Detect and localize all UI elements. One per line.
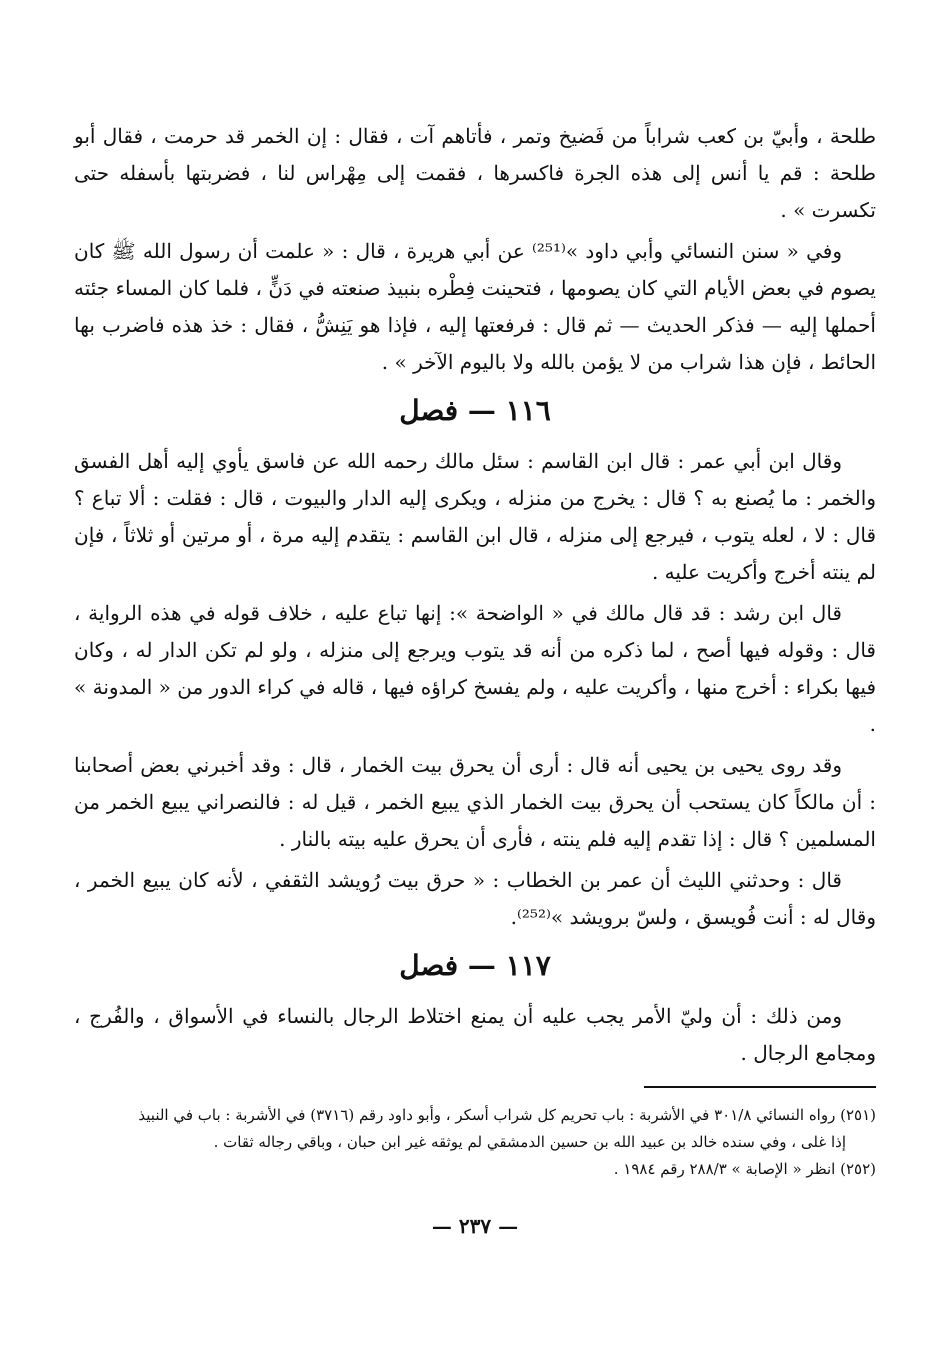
section-heading-116: ١١٦ — فصل: [399, 394, 551, 427]
footnote-divider: [644, 1086, 876, 1088]
paragraph-yahya-ibn-yahya: وقد روى يحيى بن يحيى أنه قال : أرى أن يحرق بيت الخمار ، قال : وقد أخبرني بعض أصحابنا : أن مالكاً كان يستحب أن يحرق بيت الخمار الذي يبيع الخمر ، قيل له : فالنصراني يبيع الخمر من المسلمين ؟ قال : إذا تقدم إليه فلم ينته ، فأرى أن يحرق عليه بيته بالنار .: [74, 753, 876, 851]
paragraph-ibn-rushd: قال ابن رشد : قد قال مالك في « الواضحة »: إنها تباع عليه ، خلاف قوله في هذه الرواية ، قال : وقوله فيها أصح ، لما ذكره من أنه قد يتوب ويرجع إلى منزله ، ولو لم تكن الدار له ، وكان فيها بكراء : أخرج منها ، وأكريت عليه ، ولم يفسخ كراؤه فيها ، قاله في كراء الدور من « المدونة » .: [74, 601, 876, 736]
paragraph-al-layth: قال : وحدثني الليث أن عمر بن الخطاب : « حرق بيت رُويشد الثقفي ، لأنه كان يبيع الخمر ، وقال له : أنت فُويسق ، ولسّ برويشد »⁽²⁵²⁾.: [74, 868, 876, 929]
page-number: — ٢٣٧ —: [431, 1214, 519, 1238]
footnote-251: (٢٥١) رواه النسائي ٣٠١/٨ في الأشربة : باب تحريم كل شراب أسكر ، وأبو داود رقم (٣٧١٦) في الأشربة : باب في النبيذ: [138, 1106, 876, 1124]
paragraph-ibn-abi-umar: وقال ابن أبي عمر : قال ابن القاسم : سئل مالك رحمه الله عن فاسق يأوي إليه أهل الفسق والخمر : ما يُصنع به ؟ قال : يخرج من منزله ، ويكرى إليه الدار والبيوت ، قال : فقلت : ألا تباع ؟ قال : لا ، لعله يتوب ، فيرجع إلى منزله ، قال ابن القاسم : يتقدم إليه مرة ، أو مرتين أو ثلاثاً ، فإن لم ينته أخرج وأكريت عليه .: [74, 449, 876, 584]
paragraph-continuation: طلحة ، وأبيّ بن كعب شراباً من فَضيخ وتمر ، فأتاهم آت ، فقال : إن الخمر قد حرمت ، فقال أبو طلحة : قم يا أنس إلى هذه الجرة فاكسرها ، فقمت إلى مِهْراس لنا ، فضربتها بأسفله حتى تكسرت » .: [74, 124, 877, 222]
paragraph-wali-al-amr: ومن ذلك : أن وليّ الأمر يجب عليه أن يمنع اختلاط الرجال بالنساء في الأسواق ، والفُرج ، ومجامع الرجال .: [74, 1004, 876, 1065]
section-heading-117: ١١٧ — فصل: [399, 949, 551, 982]
paragraph-hadith-abu-hurayra: وفي « سنن النسائي وأبي داود »⁽²⁵¹⁾ عن أبي هريرة ، قال : « علمت أن رسول الله ﷺ كان يصوم في بعض الأيام التي كان يصومها ، فتحينت فِطْره بنبيذ صنعته في دَنٍّ ، فلما كان المساء جئته أحملها إليه — فذكر الحديث — ثم قال : فرفعتها إليه ، فإذا هو يَنِشُّ ، فقال : خذ هذه فاضرب بها الحائط ، فإن هذا شراب من لا يؤمن بالله ولا باليوم الآخر » .: [74, 239, 876, 374]
footnote-251-continuation: إذا غلى ، وفي سنده خالد بن عبيد الله بن حسين الدمشقي لم يوثقه غير ابن حبان ، وباقي رجاله ثقات .: [213, 1133, 846, 1151]
page-body: [74, 118, 876, 1183]
footnote-252: (٢٥٢) انظر « الإصابة » ٢٨٨/٣ رقم ١٩٨٤ .: [613, 1160, 876, 1178]
